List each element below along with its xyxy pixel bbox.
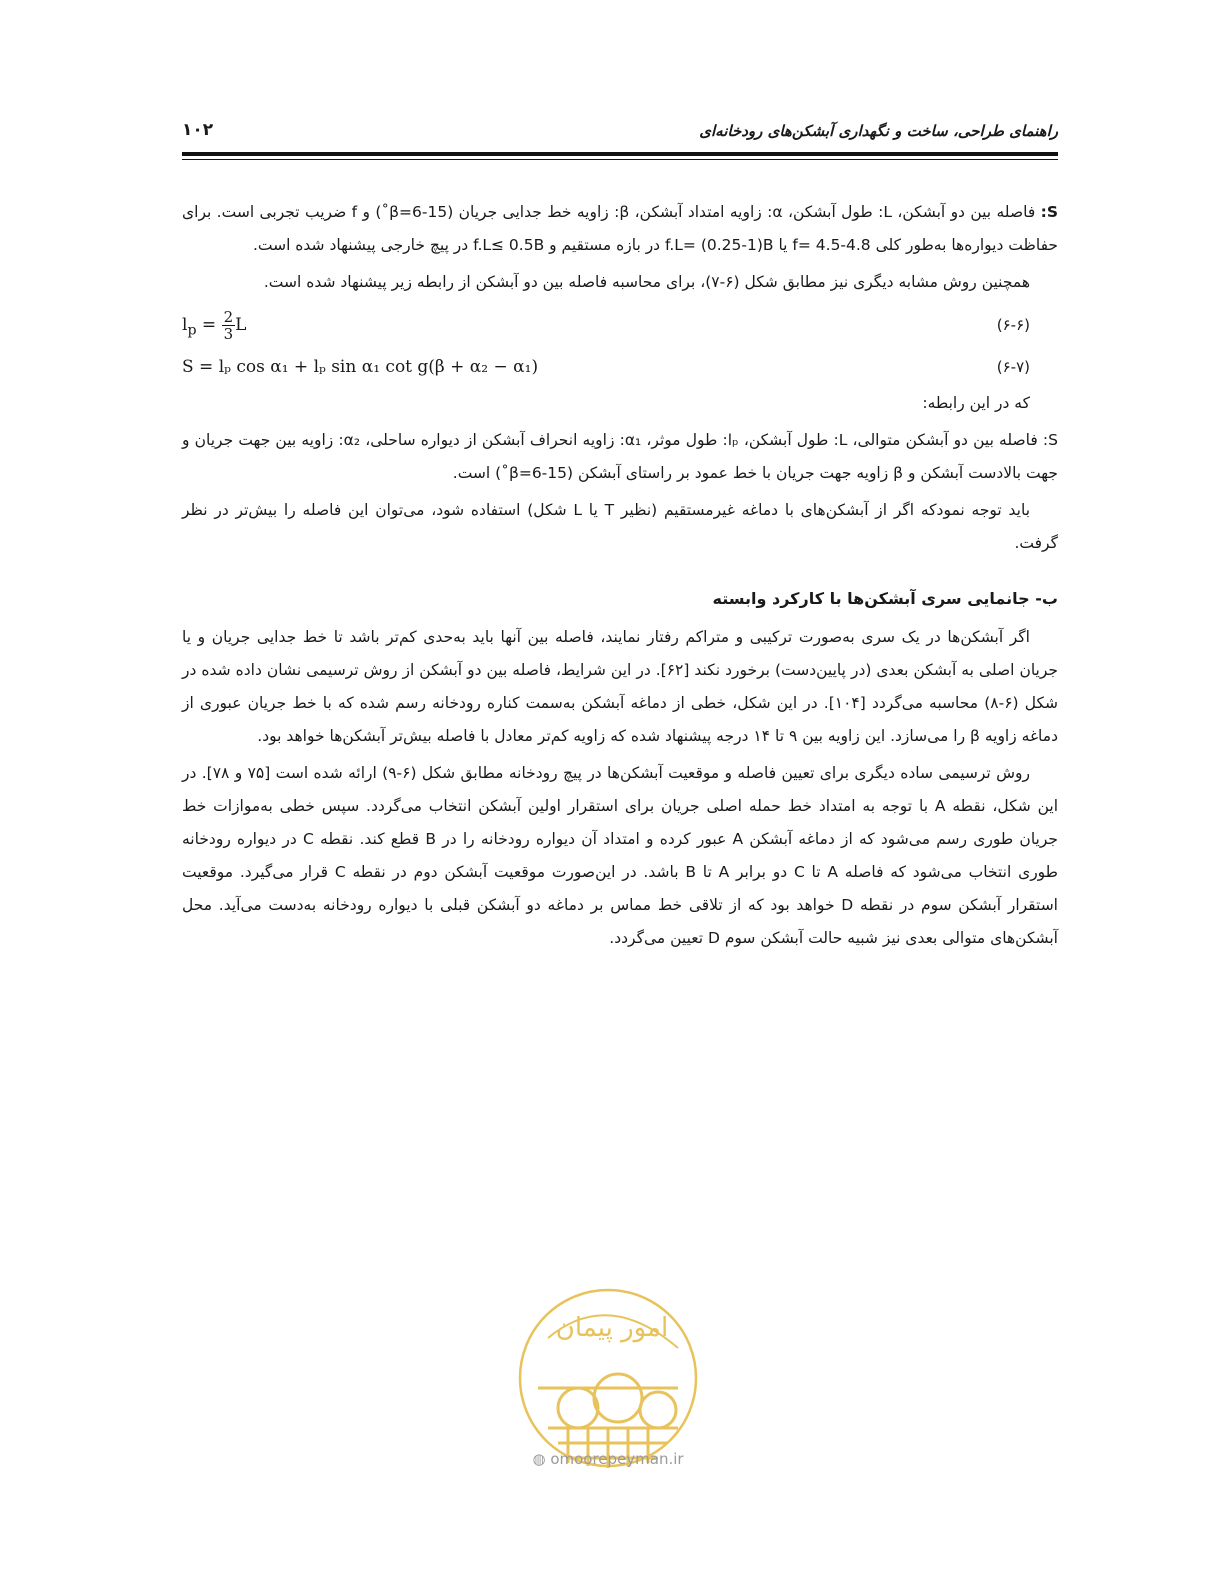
paragraph-graphical-method: روش ترسیمی ساده دیگری برای تعیین فاصله و موقعیت آبشکن‌ها در پیچ رودخانه مطابق شکل (۶-۹) ارائه شده است [۷۵ و ۷۸]. در این شکل، نقطه A با توجه به امتداد خط حمله اصلی جریان برای استقرار اولین آبشکن انتخاب می‌گردد. سپس خطی به‌موازات خط جریان طوری رسم می‌شود که از دماغه آبشکن A عبور کرده و امتداد آن دیواره رودخانه را در B قطع کند. نقطه C در دیواره رودخانه طوری انتخاب می‌شود که فاصله A تا C دو برابر A تا B باشد. در این‌صورت موقعیت آبشکن دوم در نقطه C قرار می‌گیرد. موقعیت استقرار آبشکن سوم در نقطه D خواهد بود که از تلاقی خط مماس بر دماغه دو آبشکن قبلی با دیواره رودخانه به‌دست می‌آید. محل آبشکن‌های متوالی بعدی نیز شبیه حالت آبشکن سوم D تعیین می‌گردد. <box>182 764 1059 947</box>
page-number: ۱۰۲ <box>182 120 214 140</box>
paragraph-alt-method: همچنین روش مشابه دیگری نیز مطابق شکل (۶-۷)، برای محاسبه فاصله بین دو آبشکن از رابطه زیر پیشنهاد شده است. <box>263 273 1030 291</box>
paragraph-definitions <box>182 196 1058 262</box>
running-title: راهنمای طراحی، ساخت و نگهداری آبشکن‌های رودخانه‌ای <box>699 122 1058 140</box>
paragraph-where: که در این رابطه: <box>922 394 1030 412</box>
paragraph-variable-definitions: S: فاصله بین دو آبشکن متوالی، L: طول آبشکن، lₚ: طول موثر، α₁: زاویه انحراف آبشکن از دیواره ساحلی، α₂: زاویه بین جهت جریان و جهت بالادست آبشکن و β زاویه جهت جریان با خط عمود بر راستای آبشکن (β=6-15˚) است. <box>182 431 1058 482</box>
header-rule-thick <box>182 152 1058 156</box>
eq1-equals: = <box>196 315 222 335</box>
body-text <box>182 196 1058 959</box>
eq1-numerator: 2 <box>223 308 234 326</box>
section-heading: ب- جانمایی سری آبشکن‌ها با کارکرد وابسته <box>712 589 1058 608</box>
equation-6-7 <box>182 345 1058 387</box>
equation-6-6-formula <box>182 309 246 347</box>
paragraph-definitions-text: فاصله بین دو آبشکن، L: طول آبشکن، α: زاویه امتداد آبشکن، β: زاویه خط جدایی جریان (β=6-15˚) و f ضریب تجربی است. برای حفاظت دیواره‌ها به‌طور کلی f= 4.5-4.8 یا f.L= (0.25-1)B در بازه مستقیم و f.L≤ 0.5B در پیچ خارجی پیشنهاد شده است. <box>182 203 1058 254</box>
equation-6-6-number: (۶-۶) <box>996 316 1030 334</box>
watermark-url-text: omoorepeyman.ir <box>550 1450 684 1468</box>
eq1-lhs: l <box>182 315 188 335</box>
eq1-fraction <box>222 309 236 342</box>
equation-6-6 <box>182 303 1058 345</box>
eq1-denominator: 3 <box>223 325 234 343</box>
symbol-lead: S: <box>1040 203 1058 221</box>
watermark-url <box>508 1450 708 1468</box>
equation-6-7-formula: S = lₚ cos α₁ + lₚ sin α₁ cot g(β + α₂ − α₁) <box>182 357 539 377</box>
equation-6-7-number: (۶-۷) <box>996 358 1030 376</box>
eq1-sub: p <box>187 322 197 339</box>
eq1-rhs: L <box>235 315 247 335</box>
paragraph-series-layout: اگر آبشکن‌ها در یک سری به‌صورت ترکیبی و متراکم رفتار نمایند، فاصله بین آنها باید به‌حدی کم‌تر باشد تا خط جدایی جریان و یا جریان اصلی به آبشکن بعدی (در پایین‌دست) برخورد نکند [۶۲]. در این شرایط، فاصله بین دو آبشکن از روش ترسیمی نشان داده شده در شکل (۶-۸) محاسبه می‌گردد [۱۰۴]. در این شکل، خطی از دماغه آبشکن به‌سمت کناره رودخانه رسم شده که با خط جریان عبوری از دماغه زاویه β را می‌سازد. این زاویه بین ۹ تا ۱۴ درجه پیشنهاد شده که زاویه کم‌تر معادل با فاصله بیش‌تر آبشکن‌ها خواهد بود. <box>182 628 1058 745</box>
watermark-logo <box>508 1278 708 1478</box>
globe-icon: ◍ <box>532 1450 546 1468</box>
header-rule-thin <box>182 159 1058 160</box>
paragraph-note: باید توجه نمودکه اگر از آبشکن‌های با دماغه غیرمستقیم (نظیر T یا L شکل) استفاده شود، می‌توان این فاصله را بیش‌تر در نظر گرفت. <box>182 501 1058 552</box>
watermark-logo-text: امور پیمان <box>555 1313 669 1343</box>
